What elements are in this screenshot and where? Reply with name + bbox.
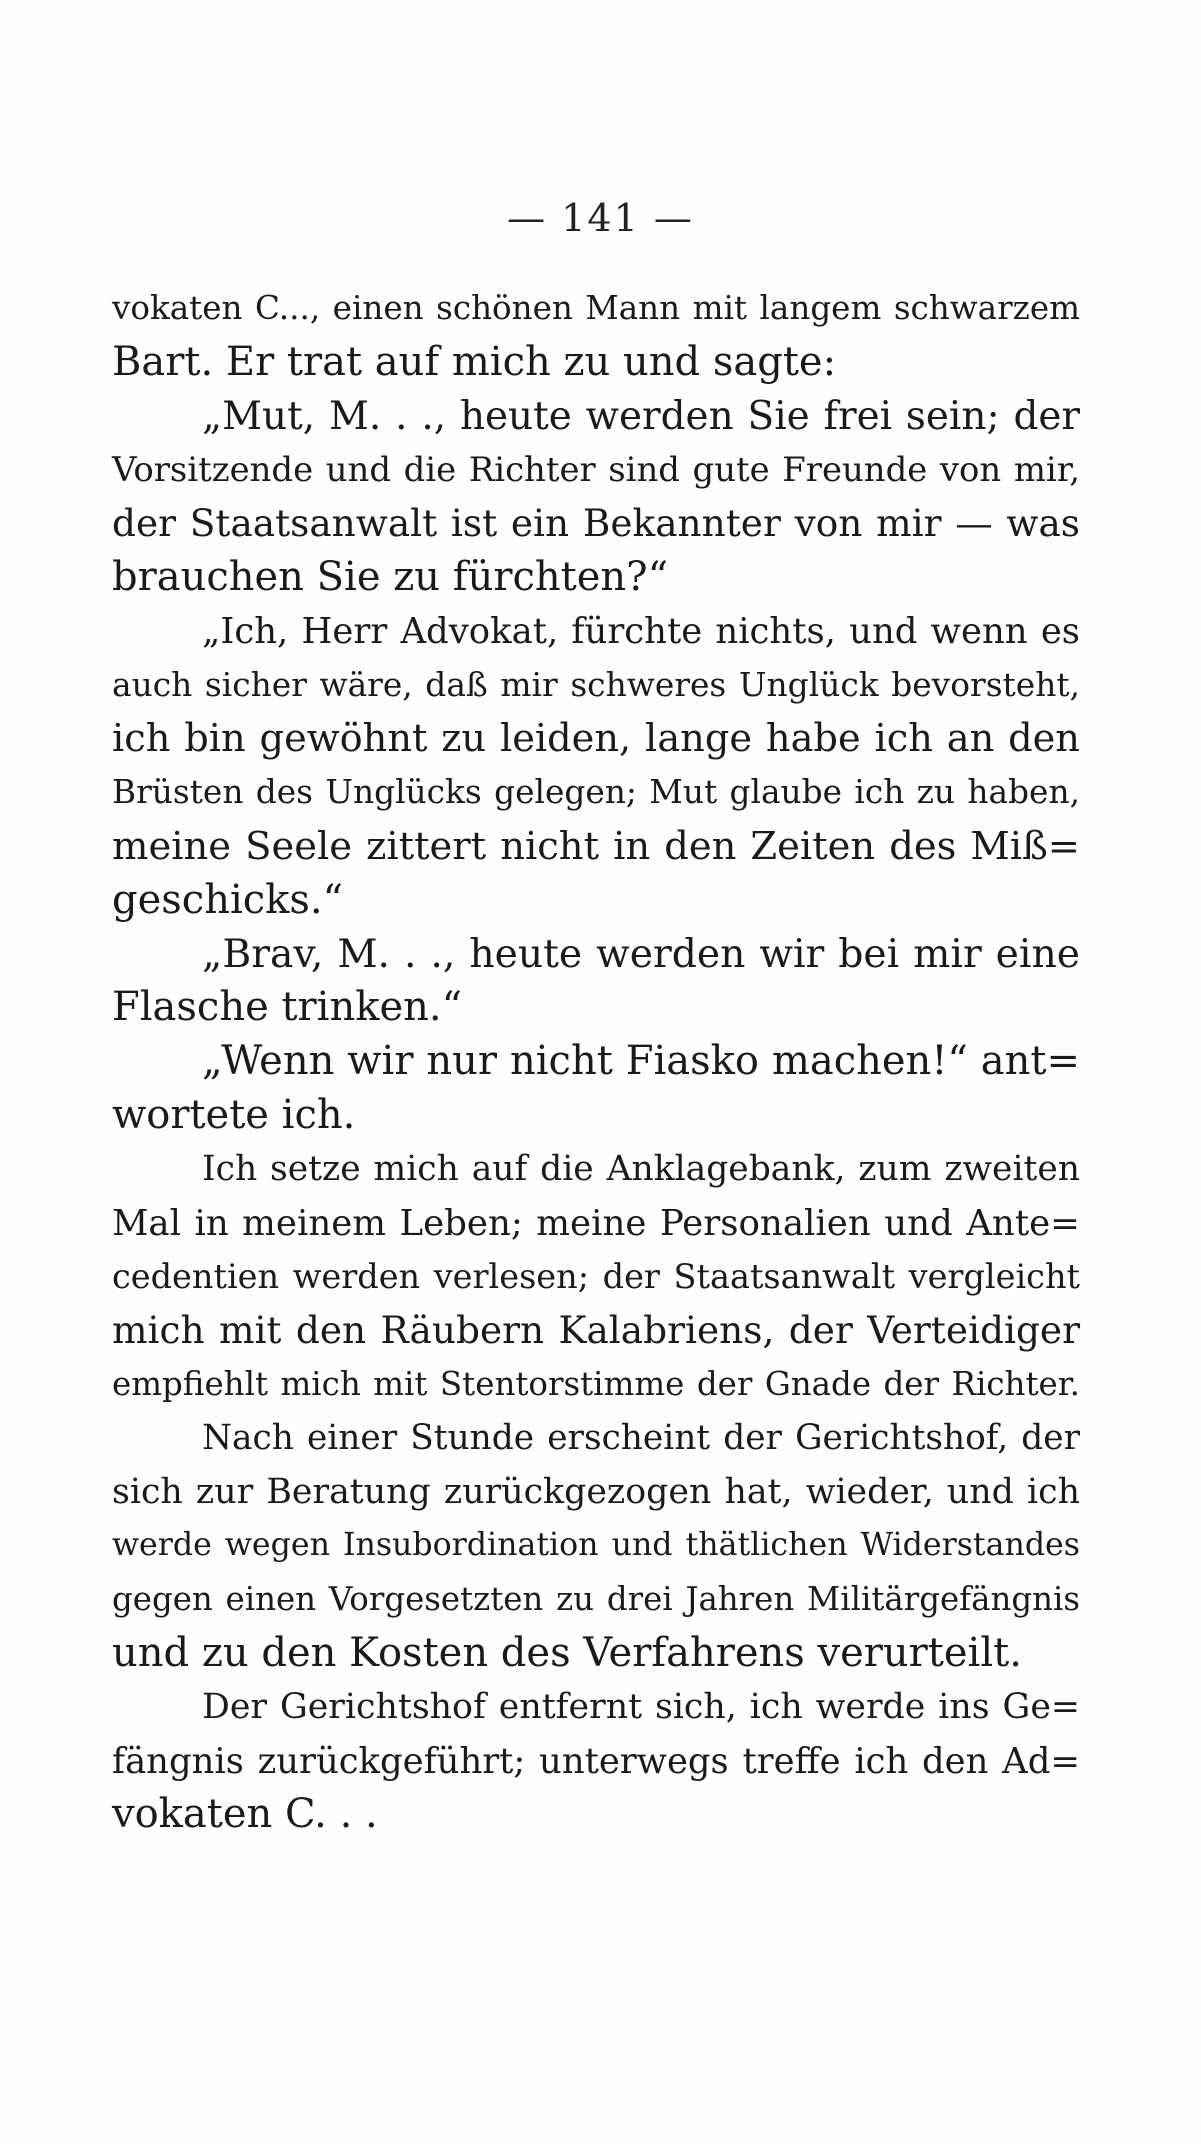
page-number: — 141 — xyxy=(507,196,694,240)
text-line: fängnis zurückgeführt; unterwegs treffe ich den Ad= xyxy=(112,1740,1080,1782)
text-line: brauchen Sie zu fürchten?“ xyxy=(112,553,669,600)
text-line: Ich setze mich auf die Anklagebank, zum zweiten xyxy=(202,1148,1080,1189)
text-line: Flasche trinken.“ xyxy=(112,984,463,1031)
text-line: „Mut, M. . ., heute werden Sie frei sein; der xyxy=(202,393,1080,439)
body-text xyxy=(112,282,1080,1842)
text-line: werde wegen Insubordination und thätlichen Widerstandes xyxy=(112,1527,1080,1564)
text-line: vokaten C..., einen schönen Mann mit langem schwarzem xyxy=(112,289,1080,327)
text-line: vokaten C. . . xyxy=(112,1791,378,1838)
text-line: ich bin gewöhnt zu leiden, lange habe ich an den xyxy=(112,716,1080,762)
text-line: „Wenn wir nur nicht Fiasko machen!“ ant= xyxy=(202,1038,1080,1085)
text-line: Bart. Er trat auf mich zu und sagte: xyxy=(112,338,837,385)
text-line: meine Seele zittert nicht in den Zeiten des Miß= xyxy=(112,823,1080,869)
text-line: wortete ich. xyxy=(112,1091,356,1138)
text-line: „Brav, M. . ., heute werden wir bei mir eine xyxy=(202,931,1080,977)
text-line: der Staatsanwalt ist ein Bekannter von mir — was xyxy=(112,501,1080,546)
text-line: und zu den Kosten des Verfahrens verurteilt. xyxy=(112,1629,1022,1676)
text-line: Mal in meinem Leben; meine Personalien und Ante= xyxy=(112,1202,1080,1244)
text-line: sich zur Beratung zurückgezogen hat, wieder, und ich xyxy=(112,1471,1080,1512)
text-line: „Ich, Herr Advokat, fürchte nichts, und wenn es xyxy=(202,610,1080,652)
text-line: auch sicher wäre, daß mir schweres Unglück bevorsteht, xyxy=(112,665,1080,704)
text-line: Vorsitzende und die Richter sind gute Freunde von mir, xyxy=(112,450,1080,490)
text-line: mich mit den Räubern Kalabriens, der Verteidiger xyxy=(112,1308,1080,1353)
text-line: Nach einer Stunde erscheint der Gerichtshof, der xyxy=(202,1417,1080,1458)
text-line: gegen einen Vorgesetzten zu drei Jahren Militärgefängnis xyxy=(112,1580,1080,1619)
text-line: empfiehlt mich mit Stentorstimme der Gnade der Richter. xyxy=(112,1364,1080,1403)
text-line: Brüsten des Unglücks gelegen; Mut glaube ich zu haben, xyxy=(112,773,1080,812)
text-line: Der Gerichtshof entfernt sich, ich werde ins Ge= xyxy=(202,1686,1080,1727)
text-line: geschicks.“ xyxy=(112,876,344,923)
text-line: cedentien werden verlesen; der Staatsanwalt vergleicht xyxy=(112,1257,1080,1297)
